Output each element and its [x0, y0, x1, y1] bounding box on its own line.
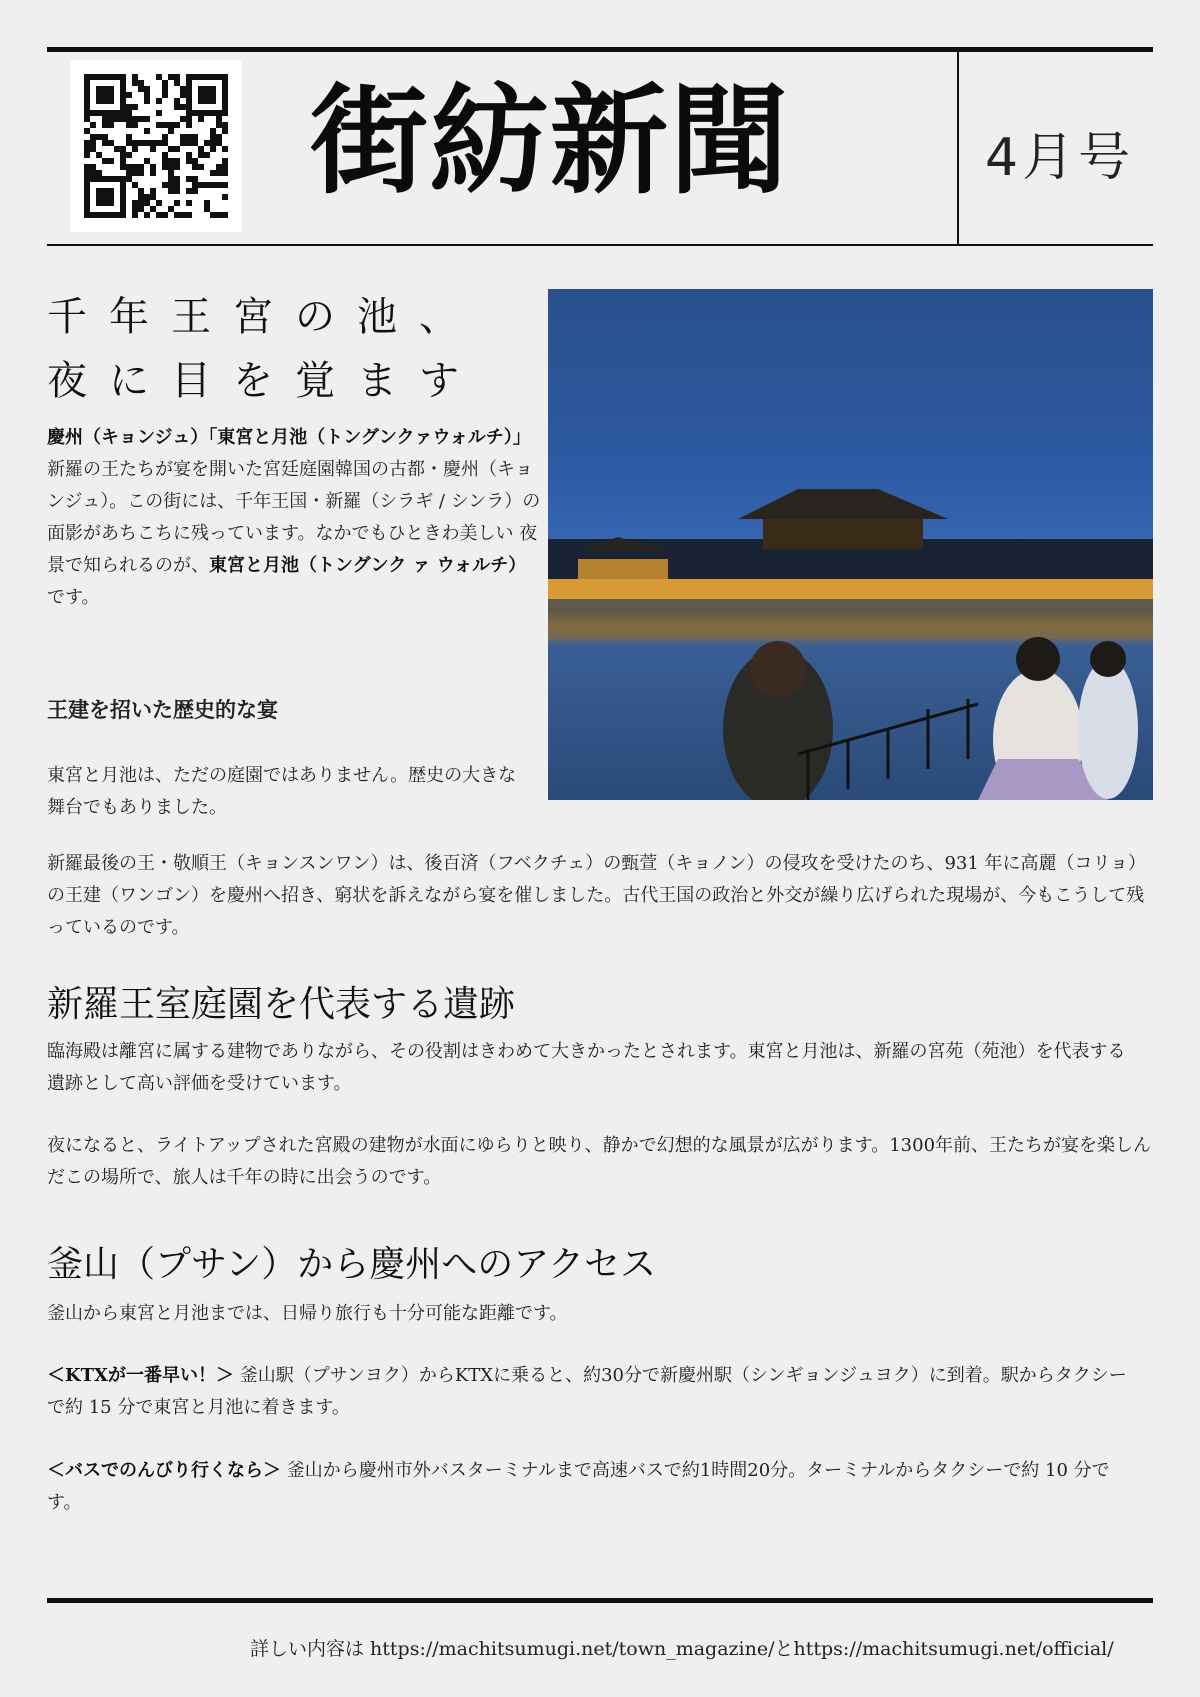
paragraph: 新羅最後の王・敬順王（キョンスンワン）は、後百済（フベクチェ）の甄萱（キョノン）の侵攻を受けたのち、931 年に高麗（コリョ）の王建（ワンゴン）を慶州へ招き、窮状を訴えながら宴を催しました。古代王国の政治と外交が繰り広げられた現場が、今もこうして残っているのです。: [47, 853, 1147, 938]
subheading: 王建を招いた歴史的な宴: [47, 697, 278, 722]
footer-links[interactable]: 詳しい内容は https://machitsumugi.net/town_magazine/とhttps://machitsumugi.net/official/: [250, 1638, 1114, 1660]
ktx-text: 釜山駅（プサンヨク）からKTXに乗ると、約30分で新慶州駅（シンギョンジュヨク）に到着。駅からタクシーで約 15 分で東宮と月池に着きます。: [47, 1365, 1127, 1418]
lead-bold: 慶州（キョンジュ）「東宮と月池（トングンクァウォルチ）」: [47, 427, 531, 448]
qr-code-icon[interactable]: [70, 60, 242, 232]
lead-paragraph: [47, 422, 542, 614]
article-headline: [47, 285, 481, 413]
ktx-paragraph: [47, 1360, 1137, 1424]
headline-line: 夜に目を覚ます: [47, 358, 481, 404]
lead-text: です。: [47, 587, 100, 608]
section-heading: 釜山（プサン）から慶州へのアクセス: [47, 1244, 657, 1285]
bus-label: ＜バスでのんびり行くなら＞: [47, 1460, 281, 1481]
header-bottom-rule: [47, 244, 1153, 246]
paragraph: 夜になると、ライトアップされた宮殿の建物が水面にゆらりと映り、静かで幻想的な風景が広がります。1300年前、王たちが宴を楽しんだこの場所で、旅人は千年の時に出会うのです。: [47, 1135, 1152, 1188]
section-heading: 新羅王室庭園を代表する遺跡: [47, 984, 516, 1025]
paragraph: 臨海殿は離宮に属する建物でありながら、その役割はきわめて大きかったとされます。東宮と月池は、新羅の宮苑（苑池）を代表する遺跡として高い評価を受けています。: [47, 1041, 1126, 1094]
paragraph: 東宮と月池は、ただの庭園ではありません。歴史の大きな舞台でもありました。: [47, 765, 517, 818]
headline-line: 千年王宮の池、: [47, 294, 481, 340]
photo-illustration: [548, 289, 1153, 800]
newspaper-title: 街紡新聞: [310, 71, 791, 210]
bus-text: 釜山から慶州市外バスターミナルまで高速バスで約1時間20分。ターミナルからタクシーで約 10 分です。: [47, 1460, 1110, 1513]
bus-paragraph: [47, 1455, 1137, 1519]
lead-bold: 東宮と月池（トングンク ァ ウォルチ）: [209, 555, 527, 576]
top-rule: [47, 47, 1153, 52]
paragraph: 釜山から東宮と月池までは、日帰り旅行も十分可能な距離です。: [47, 1303, 568, 1324]
footer-rule: [47, 1598, 1153, 1603]
lead-text: 新羅の王たちが宴を開いた宮廷庭園韓国の古都・慶州（キョンジュ）。この街には、千年王国・新羅（シラギ / シンラ）の面影があちこちに残っています。なかでもひときわ美しい 夜景で知られるのが、: [47, 459, 541, 576]
header-divider: [957, 50, 959, 246]
issue-label: 4月号: [985, 128, 1135, 188]
ktx-label: ＜KTXが一番早い！＞: [47, 1365, 235, 1386]
night-palace-photo: [548, 289, 1153, 800]
